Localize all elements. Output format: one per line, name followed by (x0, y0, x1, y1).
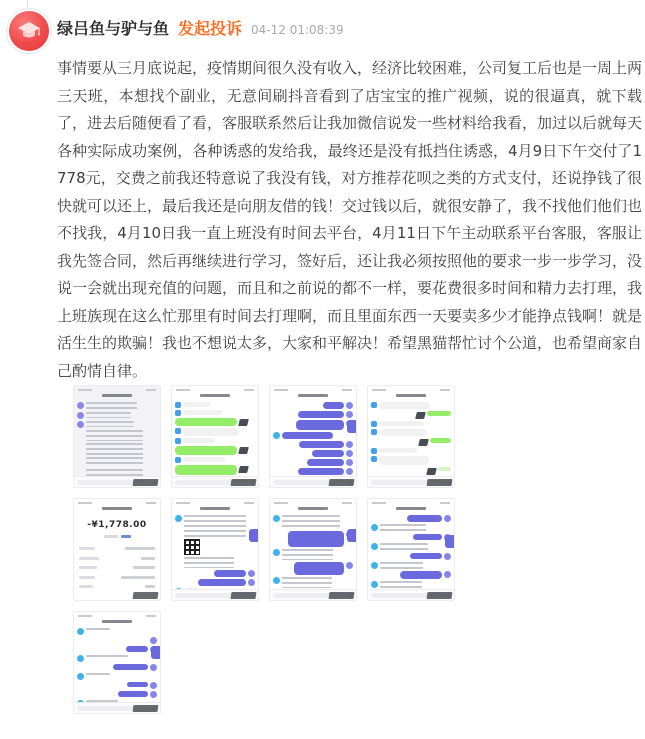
chat-bubble (184, 557, 234, 568)
chat-row (175, 410, 255, 416)
receipt-label (79, 576, 95, 579)
chat-row (175, 557, 255, 568)
thumb-fab-button (347, 420, 356, 433)
chat-bubble (323, 402, 344, 409)
chat-bubble (282, 515, 340, 529)
chat-bubble (298, 411, 344, 418)
chat-bubble (379, 448, 417, 453)
attachment-image-2[interactable] (171, 385, 259, 488)
chat-avatar (273, 577, 280, 584)
chat-bubble (380, 543, 428, 551)
chat-bubble (86, 421, 134, 427)
thumb-statusbar (77, 614, 157, 618)
watermark (133, 479, 159, 486)
receipt-label (79, 566, 97, 569)
thumb-title (298, 394, 328, 397)
chat-avatar (371, 562, 378, 569)
chat-bubble (312, 450, 344, 457)
thumb-statusbar (273, 388, 353, 392)
username-link[interactable]: 绿吕鱼与驴与鱼 (57, 19, 170, 38)
chat-bubble (296, 420, 344, 430)
watermark (427, 592, 453, 599)
watermark (427, 479, 453, 486)
attachments-gallery (73, 385, 455, 714)
chat-avatar (175, 515, 182, 522)
thumb-body (172, 401, 258, 477)
chat-bubble (379, 456, 429, 465)
timeline-line (27, 0, 28, 9)
chat-avatar (371, 421, 377, 427)
chat-bubble (214, 570, 246, 577)
thumb-fab-button (151, 646, 160, 659)
thumb-title (396, 507, 426, 510)
chat-avatar (346, 468, 353, 475)
photo-attachment (415, 412, 426, 419)
chat-row (273, 450, 353, 457)
chat-bubble (198, 579, 246, 586)
thumb-title (298, 507, 328, 510)
chat-avatar (346, 459, 353, 466)
chat-row (273, 549, 353, 560)
chat-avatar (371, 543, 378, 550)
chat-bubble (413, 534, 442, 540)
chat-bubble (150, 637, 157, 644)
attachment-image-6[interactable] (171, 498, 259, 601)
watermark (329, 592, 355, 599)
receipt-value (125, 547, 155, 550)
thumb-title (396, 394, 426, 397)
chat-avatar (175, 410, 181, 416)
chat-bubble (127, 682, 148, 687)
chat-row (371, 411, 451, 419)
chat-avatar (371, 456, 377, 462)
thumb-statusbar (273, 501, 353, 505)
thumb-statusbar (77, 388, 157, 392)
complaint-body-text: 事情要从三月底说起，疫情期间很久没有收入，经济比较困难，公司复工后也是一周上两三天班，本想找个副业，无意间刷抖音看到了店宝宝的推广视频，说的很逼真，就下载了，进去后随便看了看，客服联系然后让我加微信说发一些材料给我看，加过以后就每天各种实际成功案例，各种诱惑的发给我，最终还是没有抵挡住诱惑，4月9日下午交付了1778元，交费之前我还特意说了我没有钱，对方推荐花呗之类的方式支付，还说挣钱了很快就可以还上，最后我还是向朋友借的钱！交过钱以后，就很安静了，我不找他们他们也不找我，4月10日我一直上班没有时间去平台，4月11日下午主动联系平台客服，客服让我先签合同，然后再继续进行学习，签好后，还让我必须按照他的要求一步一步学习，没说一会就出现充值的问题，而且和之前说的都不一样，要花费很多时间和精力去打理，我上班族现在这么忙那里有时间去打理啊，而且里面东西一天要卖多少才能挣点钱啊！就是活生生的欺骗！我也不想说太多，大家和平解决！希望黑猫帮忙讨个公道，也希望商家自己酌情自律。 (57, 59, 642, 380)
chat-bubble (380, 524, 426, 532)
thumb-title (200, 507, 230, 510)
chat-avatar (77, 628, 84, 635)
thumb-body (368, 401, 454, 477)
chat-avatar (371, 402, 377, 408)
chat-row (77, 430, 157, 441)
receipt-amount: -¥1,778.00 (87, 520, 147, 530)
chat-avatar (444, 571, 451, 578)
chat-row (371, 543, 451, 551)
chat-bubble (299, 441, 344, 448)
chat-row (371, 524, 451, 532)
receipt-value (121, 576, 155, 579)
chat-avatar (77, 655, 84, 662)
thumb-title (102, 394, 132, 397)
chat-row (273, 411, 353, 418)
chat-bubble (86, 628, 110, 633)
chat-avatar (77, 673, 84, 680)
chat-avatar (346, 450, 353, 457)
chat-row (77, 457, 157, 467)
thumb-body (172, 514, 258, 590)
thumb-body (74, 514, 160, 590)
chat-row (175, 428, 255, 436)
graduation-cap-icon (16, 20, 42, 42)
chat-row (371, 467, 451, 475)
chat-row (273, 577, 353, 588)
chat-bubble (430, 438, 451, 443)
photo-attachment (239, 419, 250, 426)
chat-row (175, 457, 255, 463)
chat-row (371, 553, 451, 560)
watermark (133, 705, 159, 712)
chat-avatar (77, 412, 84, 419)
chat-bubble (183, 428, 239, 436)
chat-avatar (248, 579, 255, 586)
attachment-image-1[interactable] (73, 385, 161, 488)
user-avatar[interactable] (7, 9, 51, 53)
qr-code (184, 539, 200, 555)
chat-avatar (371, 448, 377, 454)
chat-bubble (380, 562, 423, 569)
chat-bubble (298, 468, 344, 475)
chat-row (371, 456, 451, 465)
thumb-fab-button (347, 529, 356, 542)
chat-avatar (371, 581, 378, 588)
chat-bubble (86, 443, 143, 455)
thumb-fab-button (445, 535, 454, 548)
chat-row (273, 432, 353, 439)
chat-row (175, 515, 255, 537)
chat-bubble (307, 459, 344, 466)
photo-attachment (239, 447, 250, 454)
watermark (231, 479, 257, 486)
complaint-action-label: 发起投诉 (178, 19, 243, 38)
chat-row (273, 420, 353, 430)
chat-bubble (183, 438, 215, 443)
thumb-body (270, 514, 356, 590)
receipt-status (77, 535, 157, 538)
chat-avatar (273, 515, 280, 522)
chat-avatar (346, 402, 353, 409)
watermark (231, 592, 257, 599)
chat-bubble (86, 673, 110, 678)
receipt-label (79, 547, 95, 550)
watermark (133, 592, 159, 599)
attachment-image-7[interactable] (269, 498, 357, 601)
receipt-row (79, 585, 155, 588)
chat-row (371, 402, 451, 409)
receipt-label (79, 585, 93, 588)
watermark (329, 479, 355, 486)
chat-bubble (282, 549, 333, 560)
thumb-statusbar (371, 388, 451, 392)
receipt-label (79, 557, 99, 560)
chat-row (77, 646, 157, 653)
chat-bubble (380, 581, 422, 588)
chat-row (77, 637, 157, 644)
chat-bubble (379, 421, 424, 426)
chat-bubble (184, 515, 246, 537)
chat-avatar (77, 421, 84, 428)
chat-bubble (400, 571, 442, 579)
chat-row (77, 412, 157, 419)
chat-avatar (371, 524, 378, 531)
chat-row (77, 402, 157, 410)
chat-avatar (175, 428, 181, 434)
chat-row (273, 531, 353, 547)
chat-row (273, 459, 353, 466)
chat-bubble (175, 418, 237, 426)
chat-bubble (113, 664, 148, 670)
chat-row (273, 402, 353, 409)
chat-row (371, 515, 451, 522)
chat-bubble (407, 515, 442, 522)
chat-row (77, 682, 157, 689)
chat-bubble (379, 402, 430, 409)
photo-attachment (418, 439, 429, 446)
chat-row (77, 664, 157, 671)
chat-bubble (86, 655, 128, 660)
chat-row (77, 691, 157, 698)
chat-row (371, 448, 451, 454)
chat-bubble (183, 402, 210, 407)
chat-bubble (294, 562, 344, 575)
chat-row (175, 539, 255, 555)
chat-row (175, 446, 255, 455)
receipt-row (79, 547, 155, 550)
chat-row (77, 655, 157, 662)
receipt-row (79, 576, 155, 579)
thumb-body (74, 401, 160, 477)
chat-avatar (346, 562, 353, 569)
chat-bubble (126, 646, 148, 652)
photo-attachment (239, 466, 250, 473)
chat-avatar (150, 691, 157, 698)
chat-bubble (183, 410, 223, 415)
thumb-body (270, 401, 356, 477)
chat-bubble (175, 446, 237, 455)
chat-avatar (175, 402, 181, 408)
chat-avatar (150, 664, 157, 671)
thumb-statusbar (77, 501, 157, 505)
chat-avatar (248, 570, 255, 577)
attachment-image-4[interactable] (367, 385, 455, 488)
chat-row (273, 515, 353, 529)
photo-attachment (426, 468, 437, 475)
chat-bubble (86, 457, 143, 467)
chat-row (273, 562, 353, 575)
attachment-image-3[interactable] (269, 385, 357, 488)
chat-row (175, 570, 255, 577)
thumb-statusbar (175, 388, 255, 392)
thumb-title (102, 620, 132, 623)
chat-row (371, 429, 451, 436)
chat-bubble (86, 402, 137, 410)
chat-bubble (183, 457, 225, 462)
post-timestamp: 04-12 01:08:39 (251, 23, 344, 37)
chat-bubble (379, 429, 427, 436)
thumb-fab-button (249, 529, 258, 542)
chat-avatar (273, 549, 280, 556)
chat-avatar (371, 429, 377, 435)
chat-row (175, 465, 255, 475)
thumb-statusbar (371, 501, 451, 505)
chat-avatar (150, 682, 157, 689)
receipt-value (145, 585, 155, 588)
chat-avatar (444, 553, 451, 560)
thumb-statusbar (175, 501, 255, 505)
chat-avatar (175, 438, 181, 444)
chat-row (371, 421, 451, 427)
chat-avatar (77, 402, 84, 409)
chat-bubble (282, 577, 332, 588)
chat-bubble (86, 412, 131, 418)
chat-row (175, 402, 255, 408)
post-header (57, 16, 344, 39)
chat-row (273, 468, 353, 475)
attachment-image-9[interactable] (73, 611, 161, 714)
thumb-body (368, 514, 454, 590)
attachment-image-8[interactable] (367, 498, 455, 601)
thumb-body (74, 627, 160, 703)
chat-avatar (346, 441, 353, 448)
chat-bubble (282, 432, 333, 439)
chat-row (371, 581, 451, 588)
chat-row (77, 673, 157, 680)
chat-row (371, 534, 451, 541)
receipt-row (79, 566, 155, 569)
chat-row (77, 443, 157, 455)
chat-avatar (175, 457, 181, 463)
chat-avatar (273, 432, 280, 439)
chat-bubble (288, 531, 344, 547)
chat-bubble (86, 430, 143, 441)
thumb-title (200, 394, 230, 397)
chat-row (77, 628, 157, 635)
chat-bubble (438, 467, 451, 471)
receipt-row (79, 557, 155, 560)
chat-row (175, 418, 255, 426)
chat-row (371, 571, 451, 579)
chat-row (371, 562, 451, 569)
chat-row (175, 438, 255, 444)
chat-bubble (175, 465, 237, 475)
chat-row (273, 441, 353, 448)
chat-row (175, 579, 255, 586)
chat-row (371, 438, 451, 446)
chat-avatar (346, 411, 353, 418)
thumb-title (102, 507, 132, 510)
chat-row (77, 421, 157, 428)
chat-bubble (410, 553, 442, 559)
receipt-value (141, 557, 155, 560)
receipt-value (133, 566, 155, 569)
chat-bubble (427, 411, 451, 416)
chat-bubble (118, 691, 148, 697)
chat-avatar (444, 515, 451, 522)
attachment-image-5[interactable] (73, 498, 161, 601)
